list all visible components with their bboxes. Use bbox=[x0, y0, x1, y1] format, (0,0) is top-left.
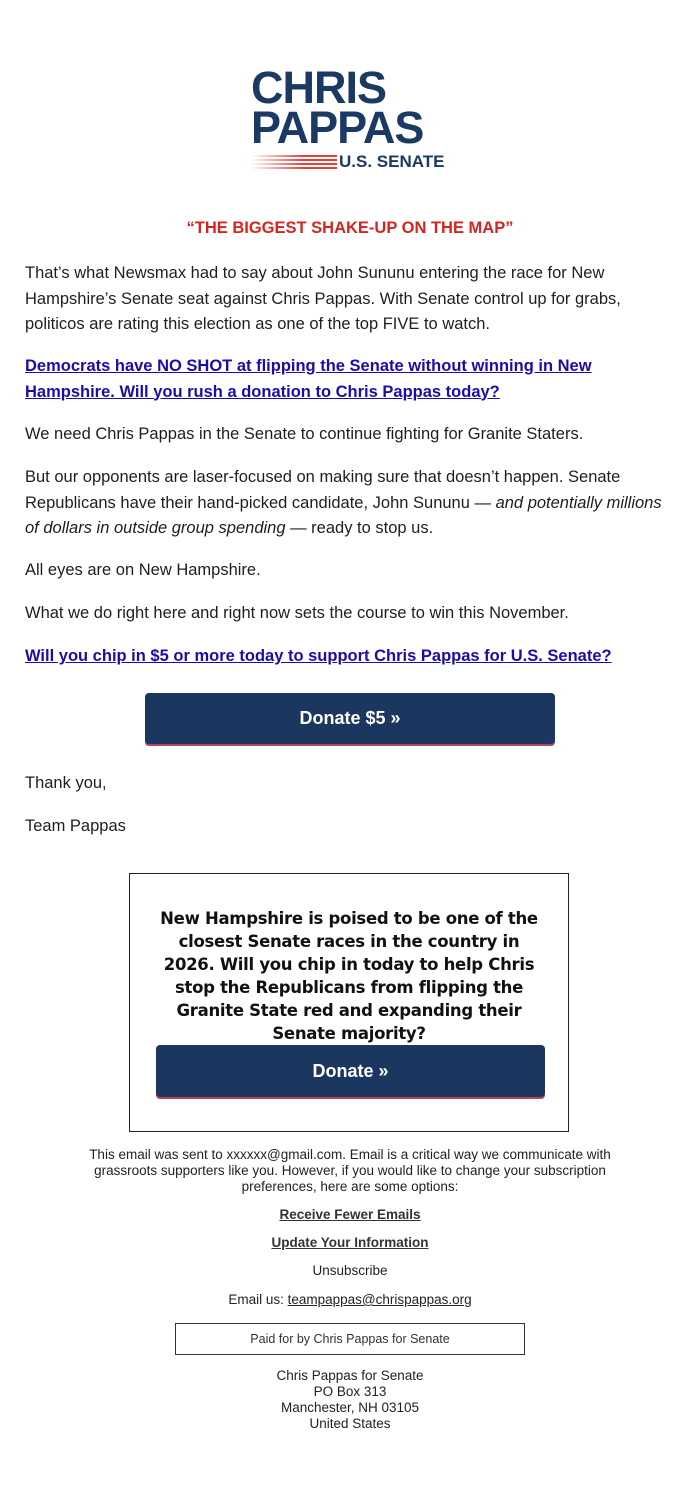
donation-link-chip-in[interactable]: Will you chip in $5 or more today to support Chris Pappas for U.S. Senate? bbox=[25, 647, 612, 665]
intro-paragraph: That’s what Newsmax had to say about John Sununu entering the race for New Hampshire’s Senate seat against Chris Pappas. With Senate control up for grabs, politicos are rating this election as one of the top FIVE to watch. bbox=[25, 264, 621, 333]
chip-in-paragraph bbox=[25, 644, 665, 670]
logo-subtitle-row bbox=[251, 152, 451, 172]
update-info-row bbox=[60, 1235, 640, 1251]
unsubscribe-row bbox=[60, 1263, 640, 1279]
cta-box bbox=[129, 873, 569, 1132]
paragraph-opponents bbox=[25, 465, 665, 542]
email-us-label: Email us: bbox=[228, 1292, 288, 1307]
paragraph-november: What we do right here and right now sets the course to win this November. bbox=[25, 604, 569, 622]
footer-notice: This email was sent to xxxxxx@gmail.com. Email is a critical way we communicate with grassroots supporters like you. However, if you would like to change your subscription preferences, here are some options: bbox=[89, 1147, 611, 1194]
logo-first-name: CHRIS bbox=[251, 62, 387, 113]
cta-box-text: New Hampshire is poised to be one of the closest Senate races in the country in 2026. Will you chip in today to help Chris stop the Republicans from flipping the Granite State red and expanding their Senate majority? bbox=[160, 909, 538, 1043]
headline-quote: “THE BIGGEST SHAKE-UP ON THE MAP” bbox=[186, 219, 514, 237]
paid-for-disclaimer: Paid for by Chris Pappas for Senate bbox=[175, 1323, 525, 1355]
address-street: PO Box 313 bbox=[313, 1384, 387, 1399]
paragraph-all-eyes: All eyes are on New Hampshire. bbox=[25, 561, 261, 579]
opponents-text-start: But our opponents are laser-focused on making sure that doesn’t happen. Senate Republicans have their hand-picked candidate, John Sununu — bbox=[25, 468, 621, 512]
opponents-text-end: — ready to stop us. bbox=[285, 519, 434, 537]
address-name: Chris Pappas for Senate bbox=[276, 1368, 424, 1383]
update-your-information-link[interactable]: Update Your Information bbox=[271, 1235, 429, 1250]
opponents-text-italic: and potentially millions of dollars in outside group spending bbox=[25, 493, 662, 537]
fewer-emails-row bbox=[60, 1207, 640, 1223]
logo-last-name: PAPPAS bbox=[251, 102, 424, 153]
paragraph-granite-staters: We need Chris Pappas in the Senate to continue fighting for Granite Staters. bbox=[25, 425, 584, 443]
unsubscribe-link[interactable]: Unsubscribe bbox=[312, 1263, 388, 1278]
logo-subtitle: U.S. SENATE bbox=[339, 152, 445, 171]
email-address-link[interactable]: teampappas@chrispappas.org bbox=[287, 1292, 472, 1307]
logo-speed-stripes-icon bbox=[251, 155, 337, 169]
signoff: Thank you, bbox=[25, 774, 107, 792]
signature: Team Pappas bbox=[25, 817, 126, 835]
email-us-row bbox=[60, 1292, 640, 1308]
donate-button[interactable]: Donate » bbox=[156, 1045, 545, 1097]
donation-link-no-shot[interactable]: Democrats have NO SHOT at flipping the Senate without winning in New Hampshire. Will you rush a donation to Chris Pappas today? bbox=[25, 357, 592, 401]
address-city: Manchester, NH 03105 bbox=[280, 1400, 420, 1415]
receive-fewer-emails-link[interactable]: Receive Fewer Emails bbox=[279, 1207, 421, 1222]
donate-5-button[interactable]: Donate $5 » bbox=[145, 693, 555, 744]
mailing-address bbox=[60, 1368, 640, 1432]
campaign-logo bbox=[251, 62, 451, 178]
address-country: United States bbox=[309, 1416, 391, 1431]
donation-appeal-paragraph bbox=[25, 354, 665, 405]
